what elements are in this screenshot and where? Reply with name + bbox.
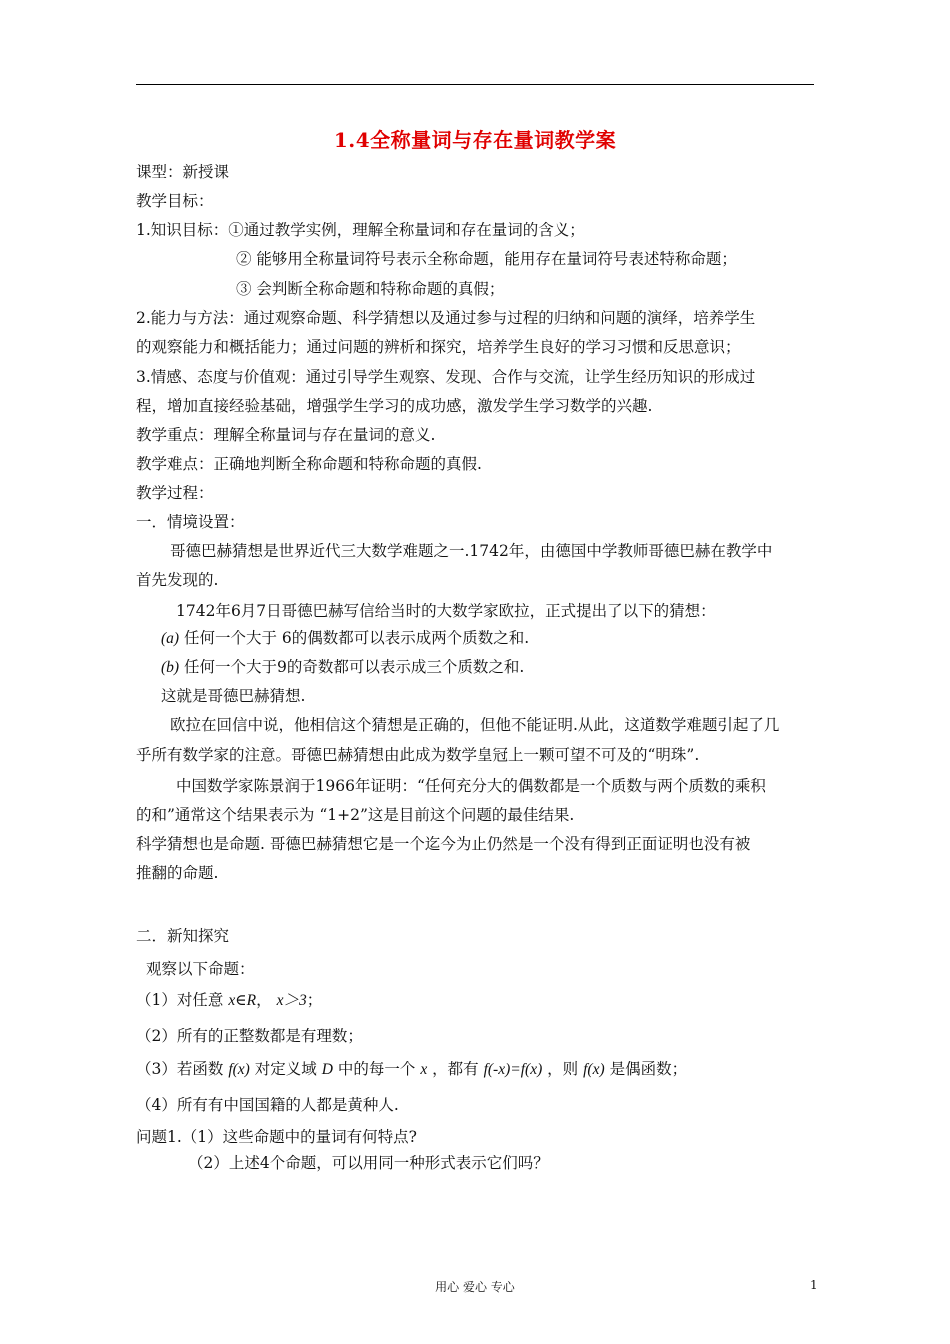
objective-knowledge-1: 1.知识目标：①通过教学实例，理解全称量词和存在量词的含义；: [136, 221, 585, 239]
observe-heading: 观察以下命题：: [146, 960, 255, 978]
objective-emotion-line2: 程，增加直接经验基础，增强学生学习的成功感，激发学生学习数学的兴趣.: [136, 397, 653, 415]
process-heading: 教学过程：: [136, 484, 214, 502]
objective-knowledge-2: ② 能够用全称量词符号表示全称命题，能用存在量词符号表述特称命题；: [236, 250, 737, 268]
objectives-heading: 教学目标：: [136, 192, 214, 210]
lesson-type: 课型：新授课: [136, 163, 230, 181]
question-1-part2: （2）上述4个命题，可以用同一种形式表示它们吗？: [188, 1154, 549, 1172]
euler-reply-line1: 欧拉在回信中说，他相信这个猜想是正确的，但他不能证明.从此，这道数学难题引起了几: [170, 716, 780, 734]
page-number: 1: [810, 1278, 818, 1292]
science-conjecture-line1: 科学猜想也是命题. 哥德巴赫猜想它是一个迄今为止仍然是一个没有得到正面证明也没有被: [136, 835, 751, 853]
proposition-4: （4）所有有中国国籍的人都是黄种人.: [136, 1096, 399, 1114]
difficult-point: 教学难点：正确地判断全称命题和特称命题的真假.: [136, 455, 482, 473]
chen-proof-line2: 的和”通常这个结果表示为 “1+2”这是目前这个问题的最佳结果.: [136, 806, 575, 824]
conjecture-name: 这就是哥德巴赫猜想.: [161, 687, 306, 705]
section-one-heading: 一．情境设置：: [136, 513, 245, 531]
euler-reply-line2: 乎所有数学家的注意。哥德巴赫猜想由此成为数学皇冠上一颗可望不可及的“明珠”.: [136, 746, 700, 764]
goldbach-intro-line2: 首先发现的.: [136, 571, 219, 589]
objective-ability-line1: 2.能力与方法：通过观察命题、科学猜想以及通过参与过程的归纳和问题的演绎，培养学生: [136, 309, 756, 327]
goldbach-letter: 1742年6月7日哥德巴赫写信给当时的大数学家欧拉，正式提出了以下的猜想：: [176, 602, 716, 620]
section-two-heading: 二．新知探究: [136, 927, 230, 945]
key-point: 教学重点：理解全称量词与存在量词的意义.: [136, 426, 436, 444]
chen-proof-line1: 中国数学家陈景润于1966年证明：“任何充分大的偶数都是一个质数与两个质数的乘积: [176, 777, 766, 795]
page-footer: 用心 爱心 专心: [435, 1280, 515, 1294]
objective-emotion-line1: 3.情感、态度与价值观：通过引导学生观察、发现、合作与交流，让学生经历知识的形成过: [136, 368, 756, 386]
conjecture-a: (a) 任何一个大于 6的偶数都可以表示成两个质数之和.: [161, 629, 530, 647]
proposition-3: （3）若函数 f(x) 对定义域 D 中的每一个 x ，都有 f(-x)=f(x) ，则 f(x) 是偶函数；: [136, 1060, 688, 1078]
science-conjecture-line2: 推翻的命题.: [136, 864, 219, 882]
objective-ability-line2: 的观察能力和概括能力；通过问题的辨析和探究，培养学生良好的学习习惯和反思意识；: [136, 338, 741, 356]
proposition-1: （1）对任意 x∈R， x＞3；: [136, 991, 323, 1009]
proposition-2: （2）所有的正整数都是有理数；: [136, 1027, 363, 1045]
document-title: 1.4全称量词与存在量词教学案: [333, 128, 617, 152]
goldbach-intro-line1: 哥德巴赫猜想是世界近代三大数学难题之一.1742年，由德国中学教师哥德巴赫在教学中: [170, 542, 773, 560]
question-1-part1: 问题1.（1）这些命题中的量词有何特点?: [136, 1128, 417, 1146]
objective-knowledge-3: ③ 会判断全称命题和特称命题的真假；: [236, 280, 505, 298]
conjecture-b: (b) 任何一个大于9的奇数都可以表示成三个质数之和.: [161, 658, 525, 676]
header-rule: [136, 84, 814, 85]
